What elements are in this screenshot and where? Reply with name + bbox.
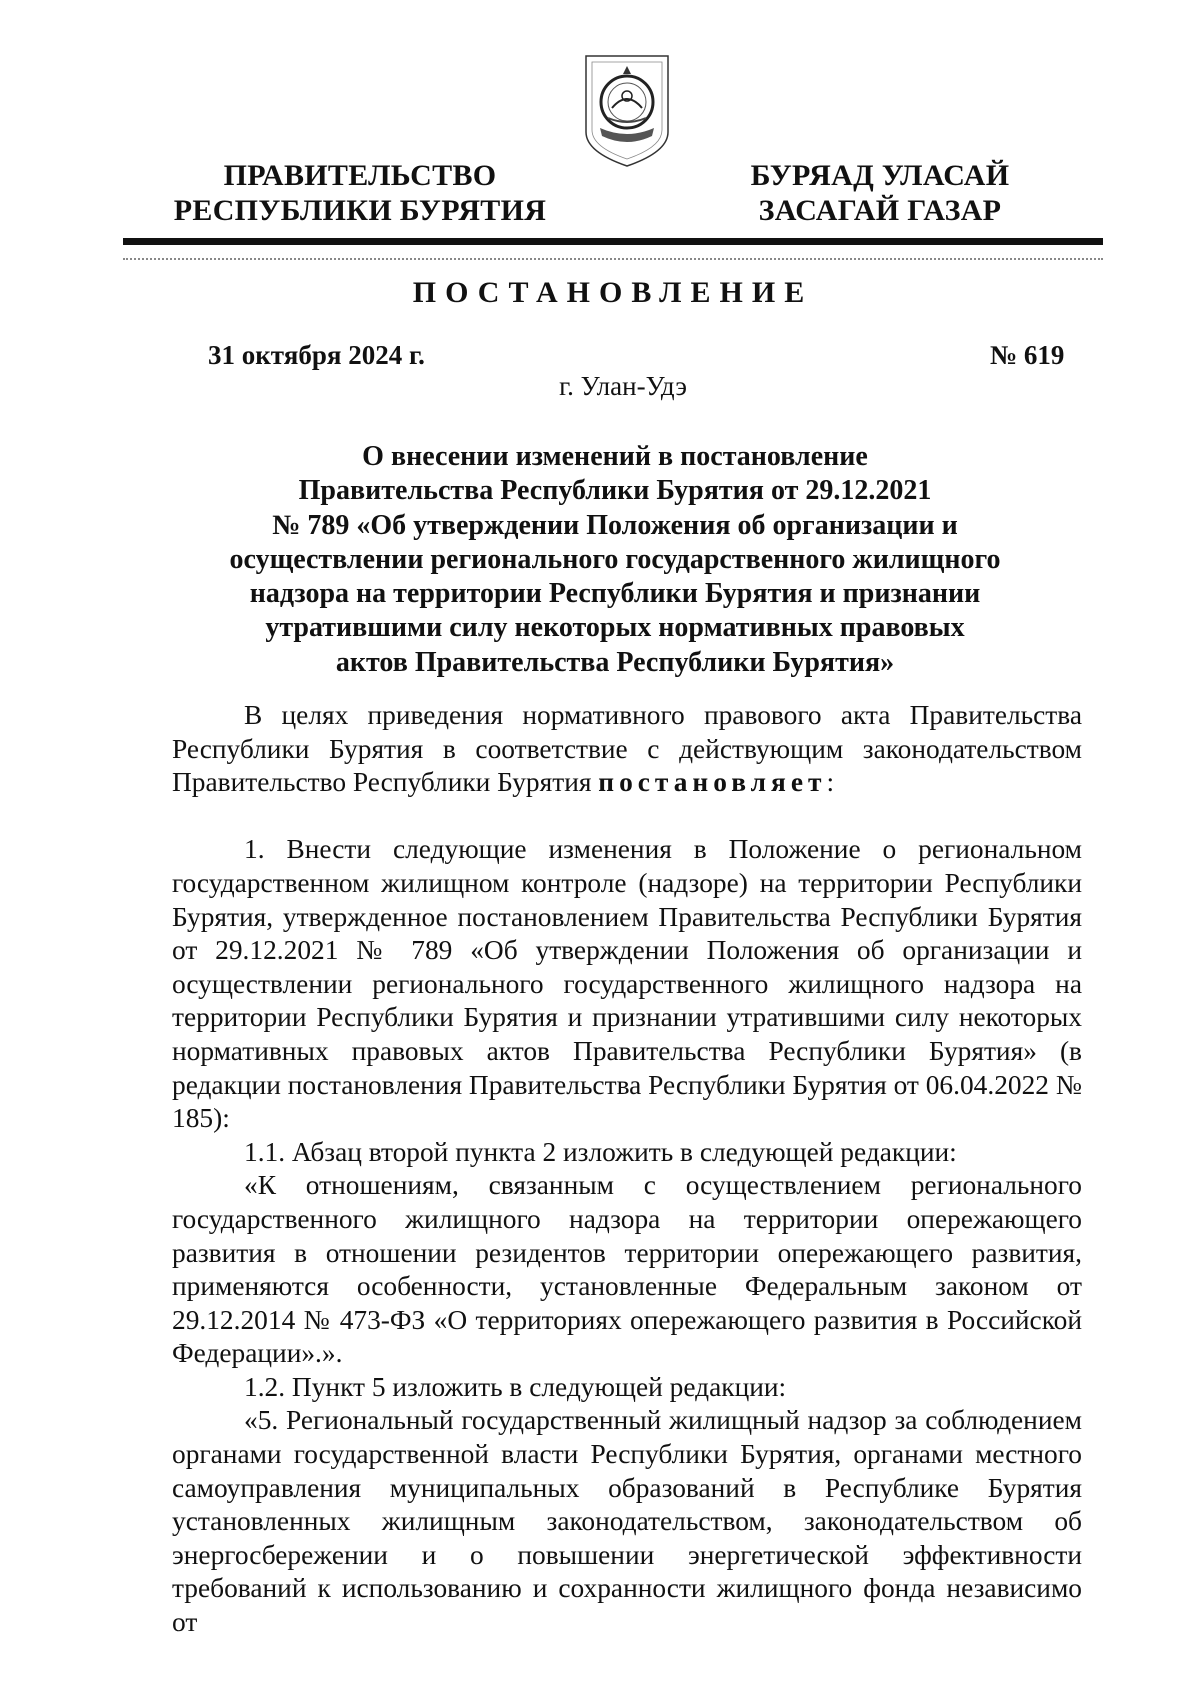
title-line: Правительства Республики Бурятия от 29.12.2021 <box>298 475 932 507</box>
title-line: надзора на территории Республики Бурятия и признании <box>249 578 981 610</box>
document-city: г. Улан-Удэ <box>559 371 687 401</box>
paragraph-1-1: 1.1. Абзац второй пункта 2 изложить в следующей редакции: <box>244 1136 957 1167</box>
document-number: № 619 <box>990 340 1065 370</box>
government-name-bua-line1: БУРЯАД УЛАСАЙ <box>750 159 1010 192</box>
government-name-bua-line2: ЗАСАГАЙ ГАЗАР <box>758 194 1002 227</box>
document-title <box>175 440 1055 680</box>
title-line: утратившими силу некоторых нормативных правовых <box>265 612 965 644</box>
government-name-ru-line1: ПРАВИТЕЛЬСТВО <box>223 159 497 192</box>
paragraph-1: 1. Внести следующие изменения в Положение о региональном государственном жилищном контроле (надзоре) на территории Республики Бурятия, утвержденное постановлением Правительства Республики Бурятия от 29.12.2021 № 789 «Об утверждении Положения об организации и осуществлении регионального государственного жилищного надзора на территории Республики Бурятия и признании утратившими силу некоторых нормативных правовых актов Правительства Республики Бурятия» (в редакции постановления Правительства Республики Бурятия от 06.04.2022 № 185): <box>172 834 1082 1134</box>
document-body <box>172 699 1082 1640</box>
preamble-keyword: постановляет <box>598 767 827 798</box>
title-line: № 789 «Об утверждении Положения об организации и <box>272 509 958 541</box>
paragraph-1-2-text: «5. Региональный государственный жилищный надзор за соблюдением органами государственной власти Республики Бурятия, органами местного самоуправления муниципальных образований в Республике Бурятия установленных жилищным законодательством, законодательством об энергосбережении и о повышении энергетической эффективности требований к использованию и сохранности жилищного фонда независимо от <box>172 1405 1082 1638</box>
coat-of-arms-icon <box>582 52 672 170</box>
paragraph-1-1-text: «К отношениям, связанным с осуществлением регионального государственного жилищного надзора на территории опережающего развития в отношении резидентов территории опережающего развития, применяются особенности, установленные Федеральным законом от 29.12.2014 № 473-ФЗ «О территориях опережающего развития в Российской Федерации».». <box>172 1170 1082 1369</box>
header-divider-thick <box>123 238 1103 245</box>
preamble-text: В целях приведения нормативного правового акта Правительства Республики Бурятия в соответствие с действующим законодательством Правительство Республики Бурятия <box>172 700 1082 798</box>
header-divider-thin <box>123 258 1103 260</box>
preamble-paragraph <box>172 699 1082 800</box>
title-line: актов Правительства Республики Бурятия» <box>335 646 895 678</box>
title-line: осуществлении регионального государственного жилищного <box>229 543 1001 575</box>
government-name-ru <box>160 158 560 228</box>
title-line: О внесении изменений в постановление <box>362 441 868 472</box>
government-name-ru-line2: РЕСПУБЛИКИ БУРЯТИЯ <box>173 194 547 227</box>
document-type: ПОСТАНОВЛЕНИЕ <box>412 276 814 309</box>
preamble-end: : <box>826 767 835 798</box>
government-name-bua <box>730 158 1030 228</box>
paragraph-1-2: 1.2. Пункт 5 изложить в следующей редакции: <box>244 1371 787 1402</box>
document-date: 31 октября 2024 г. <box>208 340 425 370</box>
